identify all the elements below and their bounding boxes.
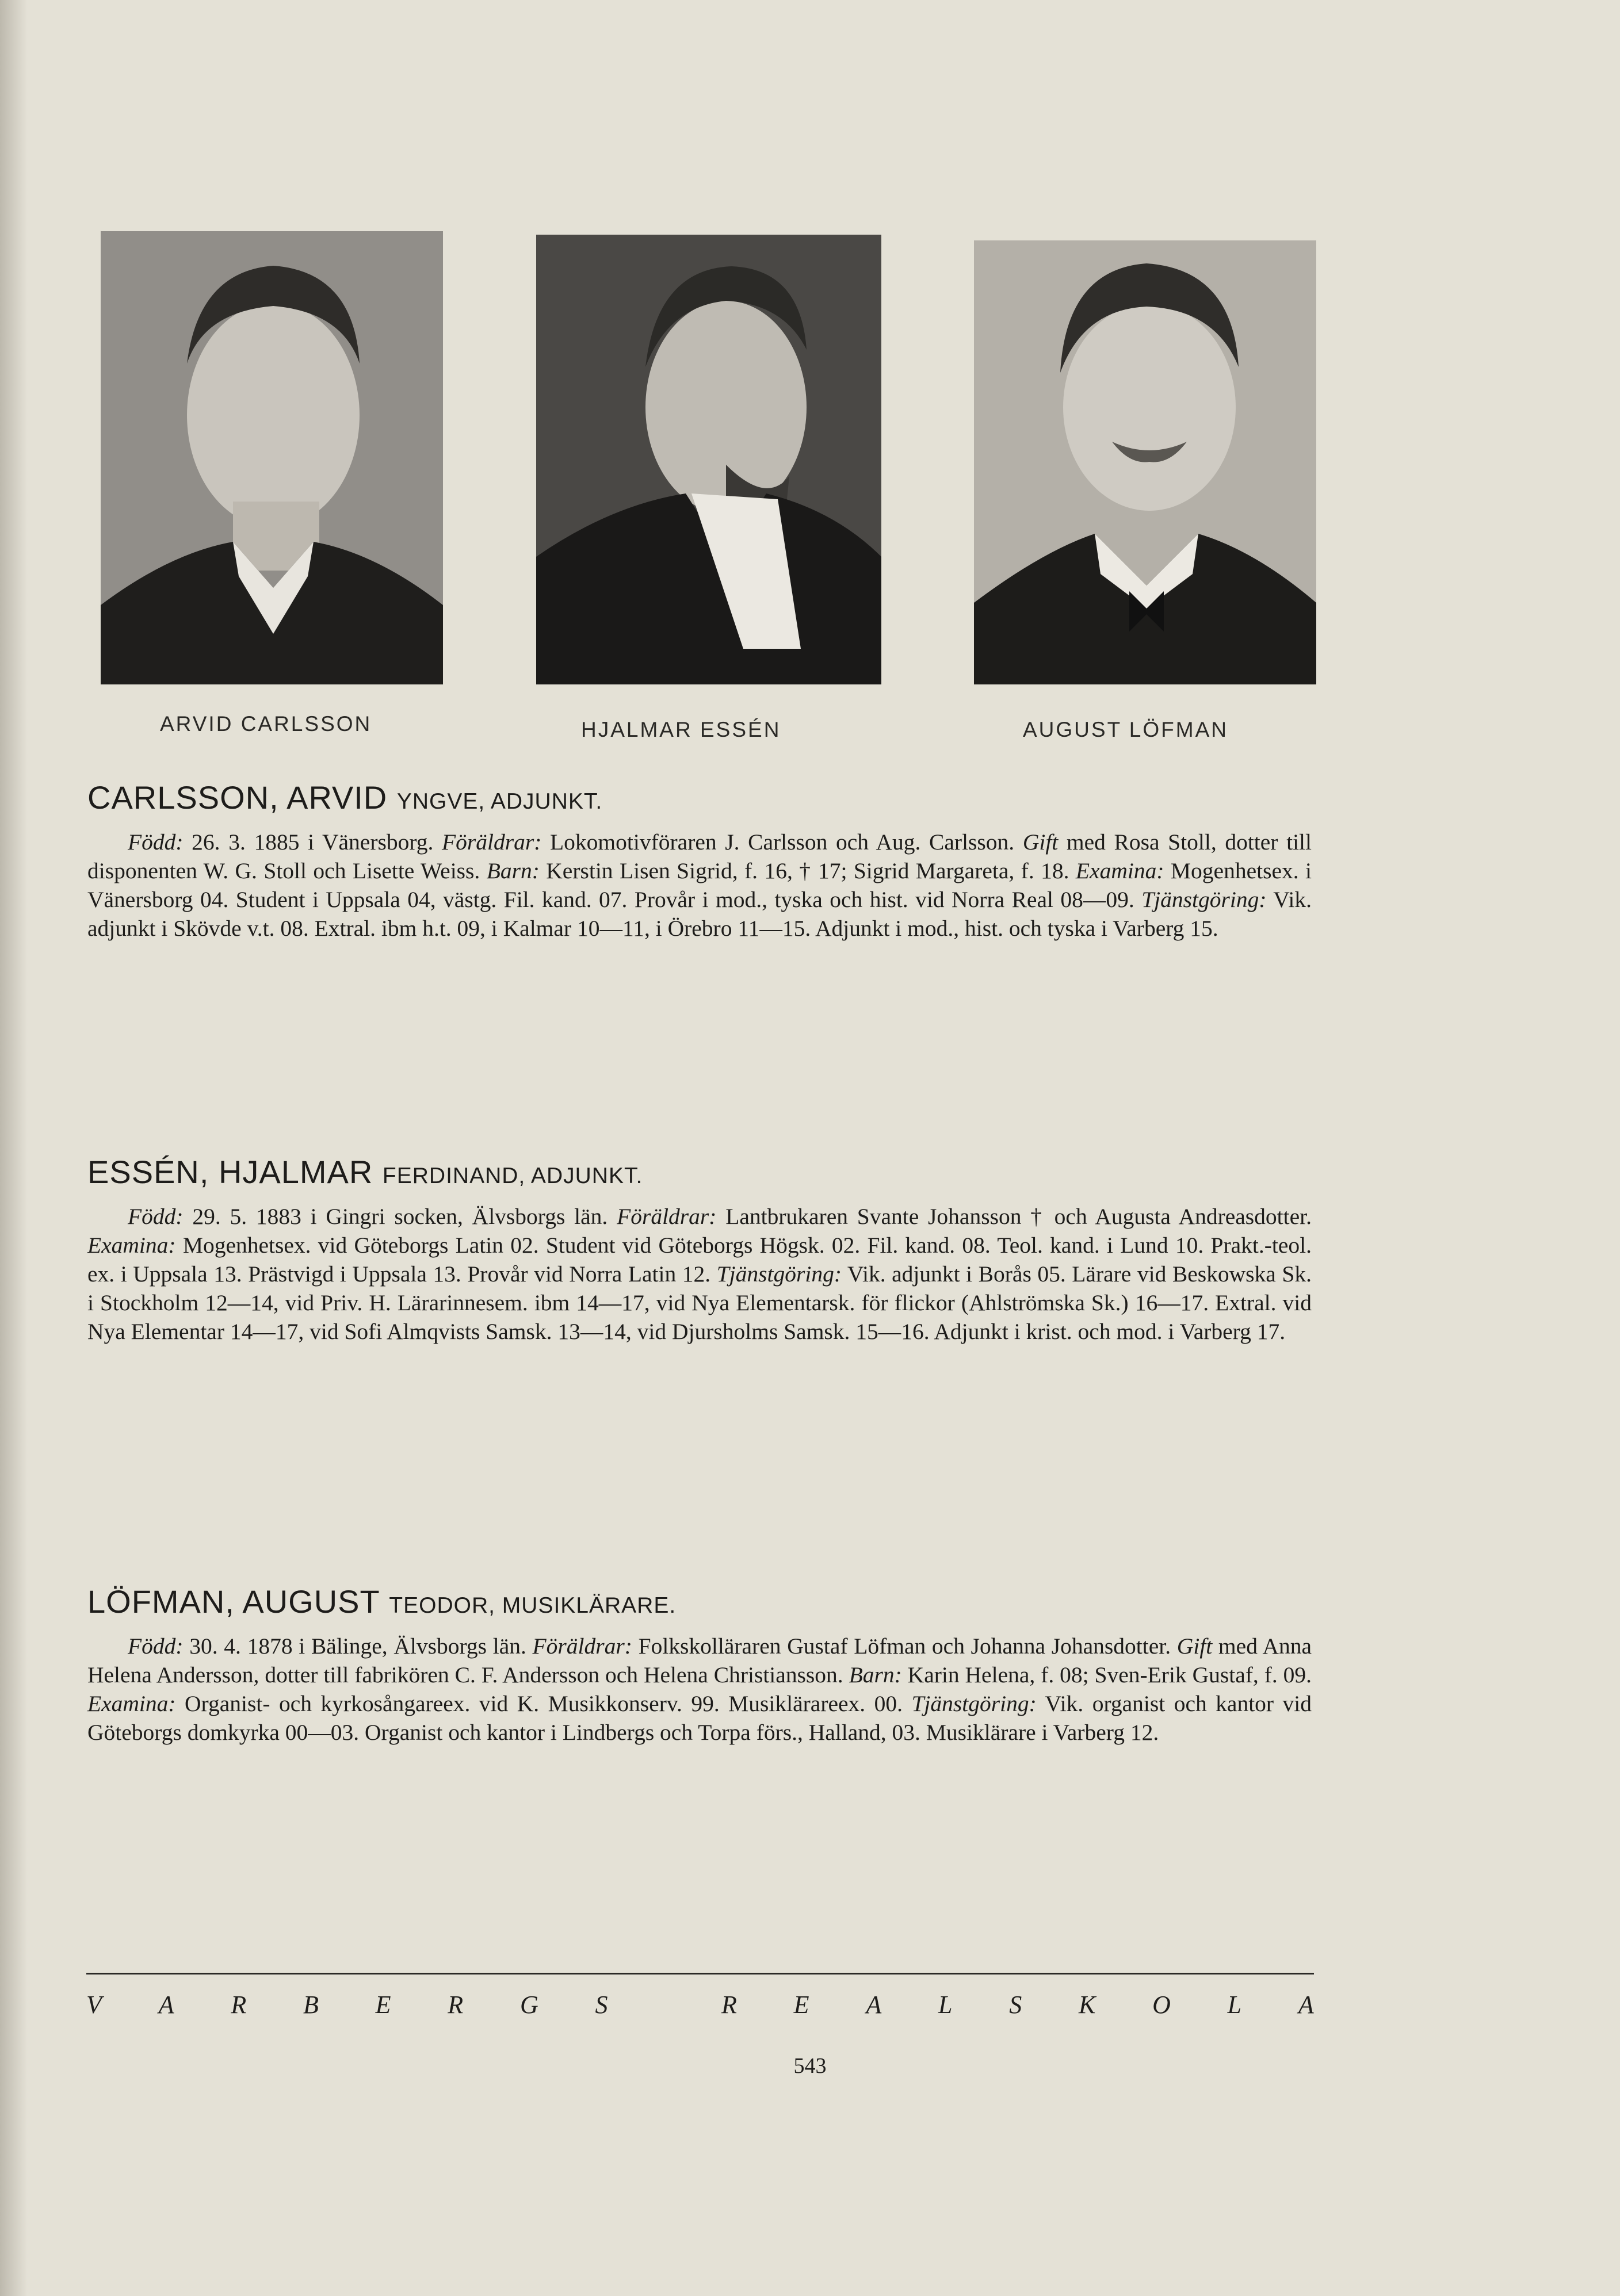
footer-letter: S — [595, 1991, 608, 2019]
field-label: Föräldrar: — [532, 1633, 632, 1659]
entry-heading — [87, 1582, 1312, 1626]
field-text: Folkskolläraren Gustaf Löfman och Johanna Johansdotter. — [632, 1633, 1177, 1659]
field-text: Vik. organist och kantor vid Göteborgs domkyrka 00—03. Organist och kantor i Lindbergs och Torpa förs., Halland, 03. Musiklärare i Varberg 12. — [87, 1691, 1312, 1745]
biography-entry-essen — [87, 1152, 1312, 1346]
field-text: 29. 5. 1883 i Gingri socken, Älvsborgs län. — [183, 1204, 617, 1229]
field-label: Föräldrar: — [617, 1204, 717, 1229]
footer-letter: E — [375, 1991, 391, 2019]
footer-letter: L — [938, 1991, 953, 2019]
field-text: Karin Helena, f. 08; Sven-Erik Gustaf, f. 09. — [901, 1662, 1312, 1687]
field-label: Examina: — [87, 1233, 176, 1258]
page-number: 543 — [793, 2054, 827, 2078]
portrait-photo-lofman — [974, 240, 1316, 684]
footer-letter: R — [721, 1991, 737, 2019]
entry-body — [87, 1202, 1312, 1346]
field-text: Lantbrukaren Svante Johansson † och Augusta Andreasdotter. — [716, 1204, 1312, 1229]
footer-letter: O — [1152, 1991, 1171, 2019]
field-label: Examina: — [1075, 858, 1164, 883]
field-label: Barn: — [486, 858, 540, 883]
footer-letter: G — [519, 1991, 538, 2019]
footer-letter: L — [1227, 1991, 1242, 2019]
field-label: Barn: — [849, 1662, 902, 1687]
entry-name: ESSÉN, HJALMAR — [87, 1154, 373, 1190]
footer-letter: A — [158, 1991, 174, 2019]
field-label: Gift — [1022, 829, 1059, 855]
portrait-caption-lofman: AUGUST LÖFMAN — [1023, 718, 1228, 741]
field-text: Lokomotivföraren J. Carlsson och Aug. Carlsson. — [541, 829, 1023, 855]
entry-name: CARLSSON, ARVID — [87, 779, 388, 816]
field-label: Examina: — [87, 1691, 176, 1716]
field-label: Född: — [128, 829, 184, 855]
field-text: Vik. adjunkt i Borås 05. Lärare vid Beskowska Sk. i Stockholm 12—14, vid Priv. H. Lärarinnesem. ibm 14—17, vid Nya Elementarsk. för flickor (Ahlströmska Sk.) 16—17. Extral. vid Nya Elementar 14—17, vid Sofi Almqvists Samsk. 13—14, vid Djursholms Samsk. 15—16. Adjunkt i krist. och mod. i Varberg 17. — [87, 1261, 1312, 1344]
field-label: Tjänstgöring: — [1141, 887, 1267, 912]
biography-entry-carlsson — [87, 778, 1312, 943]
footer-letter: R — [231, 1991, 247, 2019]
field-text: Mogenhetsex. i Vänersborg 04. Student i Uppsala 04, västg. Fil. kand. 07. Provår i mod., tyska och hist. vid Norra Real 08—09. — [87, 858, 1312, 912]
footer-school-name — [86, 1990, 1314, 2019]
field-label: Föräldrar: — [442, 829, 542, 855]
field-label: Född: — [128, 1204, 184, 1229]
field-label: Född: — [128, 1633, 184, 1659]
portrait-caption-carlsson: ARVID CARLSSON — [160, 712, 372, 736]
field-text: med Anna Helena Andersson, dotter till fabrikören C. F. Andersson och Helena Christiansson. — [87, 1633, 1312, 1687]
field-text: 26. 3. 1885 i Vänersborg. — [183, 829, 442, 855]
biography-entry-lofman — [87, 1582, 1312, 1747]
field-label: Tjänstgöring: — [716, 1261, 842, 1287]
footer-letter: S — [1009, 1991, 1022, 2019]
entry-title: YNGVE, ADJUNKT. — [396, 789, 603, 814]
entry-title: TEODOR, MUSIKLÄRARE. — [389, 1593, 677, 1618]
entry-name: LÖFMAN, AUGUST — [87, 1583, 380, 1620]
field-text: Organist- och kyrkosångareex. vid K. Musikkonserv. 99. Musiklärareex. 00. — [175, 1691, 912, 1716]
entry-heading — [87, 778, 1312, 822]
portrait-caption-essen: HJALMAR ESSÉN — [581, 718, 781, 741]
footer-letter: K — [1079, 1991, 1096, 2019]
portrait-photo-essen — [536, 235, 881, 684]
entry-heading — [87, 1152, 1312, 1196]
footer-letter: R — [448, 1991, 464, 2019]
page-edge-shadow — [0, 0, 28, 2296]
footer-letter: E — [793, 1991, 809, 2019]
field-text: Mogenhetsex. vid Göteborgs Latin 02. Student vid Göteborgs Högsk. 02. Fil. kand. 08. Teol. kand. i Lund 10. Prakt.-teol. ex. i Uppsala 13. Prästvigd i Uppsala 13. Provår vid Norra Latin 12. — [87, 1233, 1312, 1287]
footer-letter: B — [303, 1991, 319, 2019]
field-text: Vik. adjunkt i Skövde v.t. 08. Extral. ibm h.t. 09, i Kalmar 10—11, i Örebro 11—15. Adjunkt i mod., hist. och tyska i Varberg 15. — [87, 887, 1312, 941]
entry-body — [87, 828, 1312, 943]
footer-letter: A — [866, 1991, 882, 2019]
footer-rule — [86, 1973, 1314, 1974]
portrait-photo-carlsson — [101, 231, 443, 684]
field-text: Kerstin Lisen Sigrid, f. 16, † 17; Sigrid Margareta, f. 18. — [539, 858, 1076, 883]
field-text: med Rosa Stoll, dotter till disponenten W. G. Stoll och Lisette Weiss. — [87, 829, 1312, 883]
footer-letter: A — [1298, 1991, 1314, 2019]
field-label: Tjänstgöring: — [911, 1691, 1037, 1716]
entry-body — [87, 1632, 1312, 1747]
footer-letter: V — [86, 1991, 102, 2019]
field-label: Gift — [1176, 1633, 1213, 1659]
entry-title: FERDINAND, ADJUNKT. — [382, 1164, 643, 1188]
field-text: 30. 4. 1878 i Bälinge, Älvsborgs län. — [183, 1633, 533, 1659]
